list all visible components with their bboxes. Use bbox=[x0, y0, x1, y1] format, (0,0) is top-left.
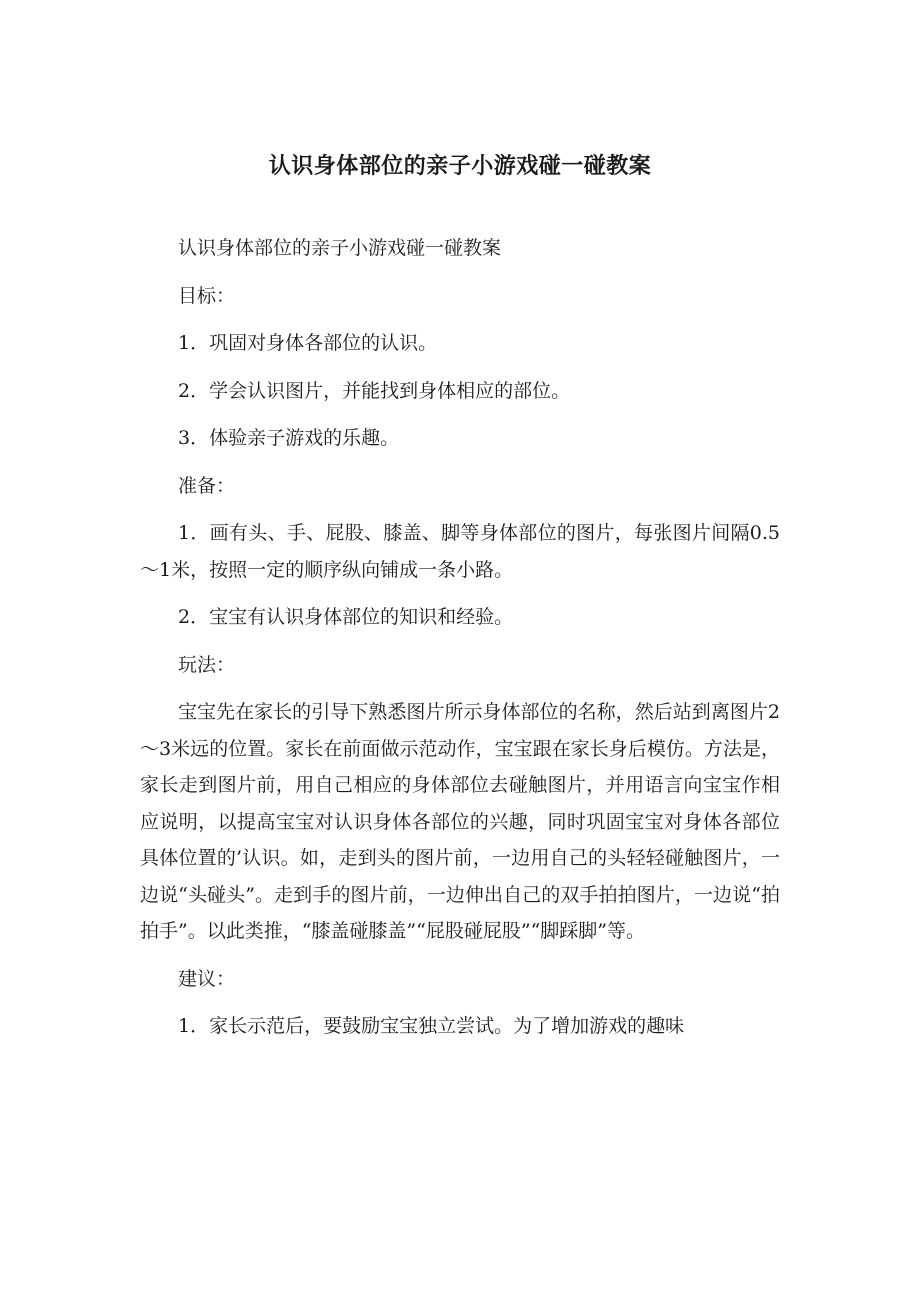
paragraph-heading-repeat: 认识身体部位的亲子小游戏碰一碰教案 bbox=[178, 237, 502, 259]
paragraph-preparation-label: 准备： bbox=[178, 474, 236, 497]
paragraph-goals-label: 目标： bbox=[178, 284, 236, 307]
paragraph-preparation-2: 2．宝宝有认识身体部位的知识和经验。 bbox=[178, 606, 514, 628]
paragraph-goal-2: 2．学会认识图片，并能找到身体相应的部位。 bbox=[178, 379, 571, 402]
paragraph-suggestion-1: 1．家长示范后，要鼓励宝宝独立尝试。为了增加游戏的趣味 bbox=[178, 1015, 685, 1037]
document-title: 认识身体部位的亲子小游戏碰一碰教案 bbox=[268, 153, 652, 179]
paragraph-goal-3: 3．体验亲子游戏的乐趣。 bbox=[178, 427, 400, 449]
paragraph-play-label: 玩法： bbox=[178, 653, 236, 676]
paragraph-preparation-1: 1．画有头、手、屁股、膝盖、脚等身体部位的图片，每张图片间隔0.5～1米，按照一定的顺序纵向铺成一条小路。 bbox=[140, 522, 780, 581]
paragraph-suggestions-label: 建议： bbox=[178, 967, 236, 990]
paragraph-goal-1: 1．巩固对身体各部位的认识。 bbox=[178, 332, 438, 354]
document-body bbox=[140, 230, 780, 1056]
paragraph-play-description: 宝宝先在家长的引导下熟悉图片所示身体部位的名称，然后站到离图片2～3米远的位置。家长在前面做示范动作，宝宝跟在家长身后模仿。方法是，家长走到图片前，用自己相应的身体部位去碰触图片，并用语言向宝宝作相应说明，以提高宝宝对认识身体各部位的兴趣，同时巩固宝宝对身体各部位具体位置的’认识。如，走到头的图片前，一边用自己的头轻轻碰触图片，一边说“头碰头”。走到手的图片前，一边伸出自己的双手拍拍图片，一边说“拍拍手”。以此类推，“膝盖碰膝盖”“屁股碰屁股”“脚踩脚”等。 bbox=[140, 701, 780, 942]
